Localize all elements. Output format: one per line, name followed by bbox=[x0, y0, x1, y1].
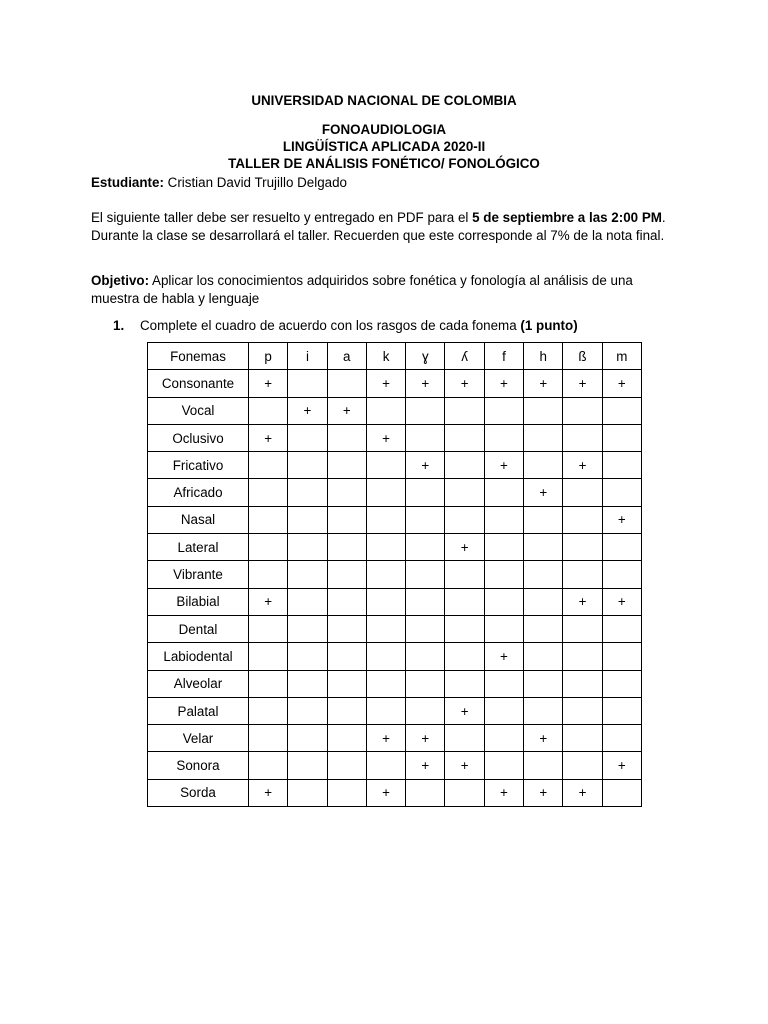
feature-mark-cell bbox=[445, 643, 484, 670]
feature-mark-cell bbox=[602, 779, 641, 806]
university-title: UNIVERSIDAD NACIONAL DE COLOMBIA bbox=[251, 93, 517, 108]
feature-label: Consonante bbox=[148, 370, 249, 397]
feature-mark-cell bbox=[327, 370, 366, 397]
feature-mark-cell bbox=[602, 424, 641, 451]
feature-mark-cell: + bbox=[602, 752, 641, 779]
feature-mark-cell bbox=[524, 397, 563, 424]
feature-mark-cell bbox=[445, 479, 484, 506]
student-line bbox=[91, 175, 347, 190]
feature-mark-cell bbox=[327, 506, 366, 533]
feature-mark-cell bbox=[484, 561, 523, 588]
feature-mark-cell bbox=[327, 615, 366, 642]
table-row bbox=[148, 725, 642, 752]
feature-mark-cell bbox=[249, 752, 288, 779]
feature-mark-cell bbox=[602, 697, 641, 724]
feature-label: Palatal bbox=[148, 697, 249, 724]
phoneme-header: p bbox=[249, 343, 288, 370]
table-row bbox=[148, 397, 642, 424]
phoneme-header: ɣ bbox=[406, 343, 445, 370]
table-row bbox=[148, 697, 642, 724]
feature-mark-cell bbox=[406, 615, 445, 642]
feature-mark-cell: + bbox=[445, 370, 484, 397]
feature-mark-cell bbox=[249, 725, 288, 752]
feature-mark-cell bbox=[445, 424, 484, 451]
table-row bbox=[148, 670, 642, 697]
feature-mark-cell bbox=[602, 479, 641, 506]
feature-mark-cell bbox=[484, 588, 523, 615]
feature-mark-cell bbox=[524, 424, 563, 451]
feature-mark-cell bbox=[563, 697, 602, 724]
feature-mark-cell bbox=[406, 670, 445, 697]
feature-mark-cell: + bbox=[524, 479, 563, 506]
feature-mark-cell: + bbox=[406, 452, 445, 479]
feature-label: Lateral bbox=[148, 534, 249, 561]
feature-mark-cell bbox=[288, 452, 327, 479]
feature-mark-cell: + bbox=[484, 370, 523, 397]
feature-mark-cell bbox=[406, 506, 445, 533]
objective-label: Objetivo: bbox=[91, 273, 150, 288]
feature-mark-cell bbox=[524, 561, 563, 588]
feature-mark-cell bbox=[445, 670, 484, 697]
feature-mark-cell: + bbox=[563, 370, 602, 397]
feature-mark-cell: + bbox=[366, 424, 405, 451]
feature-mark-cell: + bbox=[406, 752, 445, 779]
feature-label: Alveolar bbox=[148, 670, 249, 697]
feature-mark-cell: + bbox=[484, 779, 523, 806]
feature-mark-cell bbox=[327, 588, 366, 615]
feature-mark-cell bbox=[288, 479, 327, 506]
feature-mark-cell: + bbox=[445, 534, 484, 561]
feature-mark-cell bbox=[524, 643, 563, 670]
feature-label: Velar bbox=[148, 725, 249, 752]
feature-mark-cell bbox=[327, 752, 366, 779]
intro-text-1: El siguiente taller debe ser resuelto y entregado en PDF para el bbox=[91, 210, 473, 225]
feature-mark-cell: + bbox=[366, 370, 405, 397]
student-name: Cristian David Trujillo Delgado bbox=[163, 175, 348, 190]
feature-mark-cell bbox=[288, 506, 327, 533]
feature-mark-cell bbox=[288, 588, 327, 615]
feature-mark-cell bbox=[563, 534, 602, 561]
feature-mark-cell: + bbox=[602, 506, 641, 533]
feature-mark-cell bbox=[288, 424, 327, 451]
feature-mark-cell bbox=[524, 697, 563, 724]
feature-mark-cell bbox=[366, 643, 405, 670]
feature-mark-cell bbox=[484, 506, 523, 533]
feature-label: Fricativo bbox=[148, 452, 249, 479]
phoneme-header: ß bbox=[563, 343, 602, 370]
phoneme-header: a bbox=[327, 343, 366, 370]
feature-label: Labiodental bbox=[148, 643, 249, 670]
feature-mark-cell bbox=[563, 424, 602, 451]
feature-mark-cell bbox=[288, 779, 327, 806]
feature-mark-cell bbox=[366, 397, 405, 424]
workshop-title: TALLER DE ANÁLISIS FONÉTICO/ FONOLÓGICO bbox=[228, 156, 540, 171]
feature-mark-cell: + bbox=[563, 779, 602, 806]
feature-mark-cell: + bbox=[524, 370, 563, 397]
feature-mark-cell bbox=[524, 506, 563, 533]
objective-text: Aplicar los conocimientos adquiridos sobre fonética y fonología al análisis de una muestra de habla y lenguaje bbox=[91, 273, 633, 306]
feature-mark-cell bbox=[484, 670, 523, 697]
feature-mark-cell bbox=[406, 697, 445, 724]
feature-mark-cell bbox=[484, 534, 523, 561]
student-label: Estudiante: bbox=[91, 175, 164, 190]
feature-mark-cell bbox=[288, 725, 327, 752]
feature-mark-cell bbox=[524, 588, 563, 615]
feature-mark-cell bbox=[327, 643, 366, 670]
feature-mark-cell bbox=[288, 752, 327, 779]
feature-label: Nasal bbox=[148, 506, 249, 533]
feature-mark-cell bbox=[563, 561, 602, 588]
table-row bbox=[148, 779, 642, 806]
feature-mark-cell bbox=[327, 534, 366, 561]
table-body bbox=[148, 343, 642, 807]
question-text: Complete el cuadro de acuerdo con los rasgos de cada fonema bbox=[140, 318, 521, 333]
feature-mark-cell bbox=[366, 479, 405, 506]
feature-label: Sorda bbox=[148, 779, 249, 806]
feature-mark-cell bbox=[484, 697, 523, 724]
feature-mark-cell bbox=[602, 452, 641, 479]
feature-label: Africado bbox=[148, 479, 249, 506]
phoneme-header: k bbox=[366, 343, 405, 370]
table-row bbox=[148, 424, 642, 451]
feature-mark-cell bbox=[249, 479, 288, 506]
feature-mark-cell: + bbox=[327, 397, 366, 424]
feature-mark-cell bbox=[602, 561, 641, 588]
feature-mark-cell bbox=[327, 561, 366, 588]
feature-mark-cell bbox=[288, 534, 327, 561]
feature-mark-cell: + bbox=[406, 370, 445, 397]
feature-mark-cell bbox=[484, 479, 523, 506]
phoneme-header: m bbox=[602, 343, 641, 370]
feature-mark-cell bbox=[484, 615, 523, 642]
feature-mark-cell bbox=[249, 643, 288, 670]
feature-mark-cell bbox=[602, 643, 641, 670]
feature-mark-cell bbox=[249, 670, 288, 697]
feature-mark-cell bbox=[602, 670, 641, 697]
feature-mark-cell: + bbox=[445, 697, 484, 724]
feature-mark-cell bbox=[406, 534, 445, 561]
feature-mark-cell bbox=[484, 397, 523, 424]
table-row bbox=[148, 643, 642, 670]
feature-mark-cell bbox=[563, 615, 602, 642]
feature-mark-cell bbox=[249, 397, 288, 424]
feature-mark-cell bbox=[366, 561, 405, 588]
feature-label: Dental bbox=[148, 615, 249, 642]
feature-mark-cell bbox=[366, 452, 405, 479]
intro-paragraph bbox=[91, 209, 676, 245]
feature-mark-cell bbox=[602, 397, 641, 424]
table-row bbox=[148, 615, 642, 642]
feature-mark-cell: + bbox=[484, 643, 523, 670]
feature-mark-cell: + bbox=[524, 725, 563, 752]
feature-mark-cell bbox=[484, 424, 523, 451]
feature-mark-cell bbox=[288, 643, 327, 670]
course-title: LINGÜÍSTICA APLICADA 2020-II bbox=[282, 139, 486, 154]
feature-label: Bilabial bbox=[148, 588, 249, 615]
feature-mark-cell bbox=[524, 752, 563, 779]
feature-mark-cell: + bbox=[288, 397, 327, 424]
intro-text-2: . Durante la clase se desarrollará el taller. Recuerden que este corresponde al 7% de la nota final. bbox=[91, 210, 666, 243]
feature-mark-cell bbox=[249, 697, 288, 724]
feature-mark-cell bbox=[563, 479, 602, 506]
table-row bbox=[148, 588, 642, 615]
feature-mark-cell bbox=[445, 615, 484, 642]
feature-mark-cell bbox=[406, 588, 445, 615]
feature-mark-cell bbox=[445, 779, 484, 806]
feature-mark-cell bbox=[445, 588, 484, 615]
feature-mark-cell bbox=[327, 479, 366, 506]
feature-mark-cell: + bbox=[249, 424, 288, 451]
question-number: 1. bbox=[113, 318, 125, 333]
table-row bbox=[148, 752, 642, 779]
feature-mark-cell bbox=[406, 479, 445, 506]
feature-mark-cell bbox=[366, 506, 405, 533]
table-row bbox=[148, 370, 642, 397]
feature-mark-cell bbox=[563, 752, 602, 779]
feature-mark-cell bbox=[524, 452, 563, 479]
feature-mark-cell bbox=[288, 561, 327, 588]
feature-mark-cell bbox=[563, 725, 602, 752]
feature-mark-cell: + bbox=[484, 452, 523, 479]
phoneme-header: h bbox=[524, 343, 563, 370]
feature-mark-cell: + bbox=[249, 370, 288, 397]
feature-mark-cell bbox=[366, 752, 405, 779]
feature-mark-cell bbox=[366, 697, 405, 724]
feature-mark-cell bbox=[327, 424, 366, 451]
feature-mark-cell bbox=[445, 452, 484, 479]
feature-mark-cell bbox=[288, 370, 327, 397]
feature-label: Vocal bbox=[148, 397, 249, 424]
feature-mark-cell bbox=[563, 643, 602, 670]
table-header-row bbox=[148, 343, 642, 370]
feature-mark-cell bbox=[484, 752, 523, 779]
table-row bbox=[148, 452, 642, 479]
feature-mark-cell: + bbox=[249, 588, 288, 615]
feature-mark-cell bbox=[249, 452, 288, 479]
feature-mark-cell bbox=[327, 670, 366, 697]
feature-mark-cell: + bbox=[445, 752, 484, 779]
feature-mark-cell bbox=[602, 534, 641, 561]
table-row bbox=[148, 479, 642, 506]
feature-mark-cell: + bbox=[406, 725, 445, 752]
feature-mark-cell bbox=[524, 670, 563, 697]
feature-mark-cell bbox=[288, 697, 327, 724]
feature-mark-cell bbox=[366, 670, 405, 697]
feature-mark-cell bbox=[249, 615, 288, 642]
feature-mark-cell bbox=[288, 615, 327, 642]
feature-mark-cell bbox=[406, 424, 445, 451]
feature-mark-cell: + bbox=[563, 588, 602, 615]
feature-mark-cell bbox=[563, 670, 602, 697]
feature-mark-cell: + bbox=[602, 370, 641, 397]
feature-mark-cell: + bbox=[249, 779, 288, 806]
feature-mark-cell bbox=[249, 534, 288, 561]
feature-label: Vibrante bbox=[148, 561, 249, 588]
feature-mark-cell bbox=[406, 779, 445, 806]
feature-mark-cell bbox=[445, 506, 484, 533]
feature-mark-cell bbox=[563, 506, 602, 533]
program-title: FONOAUDIOLOGIA bbox=[321, 122, 447, 137]
feature-mark-cell bbox=[327, 452, 366, 479]
question-points: (1 punto) bbox=[520, 318, 578, 333]
feature-mark-cell bbox=[524, 615, 563, 642]
feature-mark-cell bbox=[327, 697, 366, 724]
feature-mark-cell: + bbox=[602, 588, 641, 615]
intro-deadline: 5 de septiembre a las 2:00 PM bbox=[472, 210, 662, 225]
feature-label: Sonora bbox=[148, 752, 249, 779]
objective-paragraph bbox=[91, 272, 676, 308]
phoneme-feature-table bbox=[147, 342, 642, 807]
table-row bbox=[148, 561, 642, 588]
feature-mark-cell bbox=[602, 725, 641, 752]
feature-mark-cell: + bbox=[563, 452, 602, 479]
feature-mark-cell bbox=[366, 615, 405, 642]
feature-mark-cell bbox=[327, 725, 366, 752]
feature-mark-cell bbox=[563, 397, 602, 424]
feature-mark-cell bbox=[602, 615, 641, 642]
feature-mark-cell bbox=[249, 506, 288, 533]
feature-mark-cell bbox=[445, 397, 484, 424]
feature-mark-cell: + bbox=[524, 779, 563, 806]
feature-mark-cell bbox=[288, 670, 327, 697]
feature-mark-cell bbox=[366, 534, 405, 561]
feature-mark-cell bbox=[406, 643, 445, 670]
feature-mark-cell: + bbox=[366, 779, 405, 806]
phoneme-header: ʎ bbox=[445, 343, 484, 370]
phoneme-header: i bbox=[288, 343, 327, 370]
feature-mark-cell bbox=[484, 725, 523, 752]
table-corner-header: Fonemas bbox=[148, 343, 249, 370]
feature-mark-cell bbox=[406, 561, 445, 588]
feature-mark-cell bbox=[524, 534, 563, 561]
feature-label: Oclusivo bbox=[148, 424, 249, 451]
feature-mark-cell bbox=[366, 588, 405, 615]
feature-mark-cell bbox=[445, 725, 484, 752]
feature-mark-cell bbox=[249, 561, 288, 588]
table-row bbox=[148, 534, 642, 561]
feature-mark-cell bbox=[327, 779, 366, 806]
question-1 bbox=[113, 318, 673, 333]
table-row bbox=[148, 506, 642, 533]
feature-mark-cell bbox=[406, 397, 445, 424]
feature-mark-cell: + bbox=[366, 725, 405, 752]
feature-mark-cell bbox=[445, 561, 484, 588]
phoneme-header: f bbox=[484, 343, 523, 370]
